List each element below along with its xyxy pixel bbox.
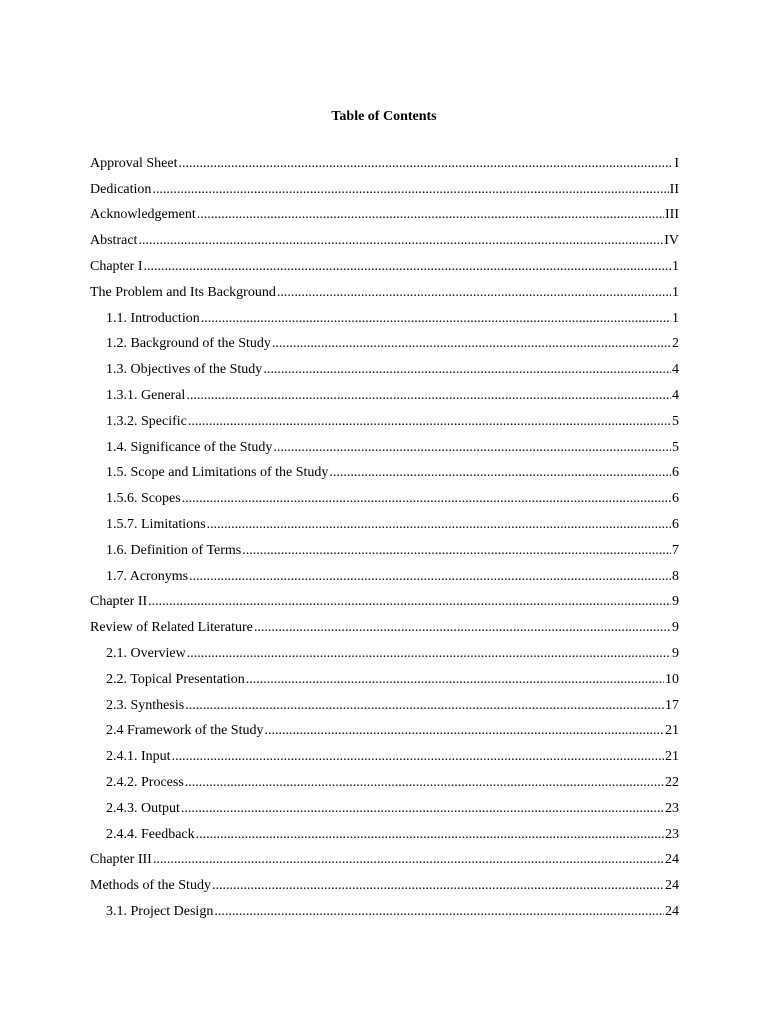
dot-leader	[242, 542, 671, 560]
toc-entry-page-number: 17	[665, 697, 679, 713]
dot-leader	[264, 722, 664, 740]
toc-entry-label: Chapter I	[90, 259, 143, 275]
page-title: Table of Contents	[331, 109, 437, 124]
toc-entry-page-number: 1	[672, 259, 679, 275]
toc-entry-label: 1.5.6. Scopes	[106, 491, 181, 507]
toc-entry	[90, 719, 679, 745]
toc-entry-page-number: 24	[665, 904, 679, 919]
dot-leader	[329, 464, 671, 482]
dot-leader	[185, 697, 664, 715]
toc-entry-label: 1.3. Objectives of the Study	[106, 362, 263, 378]
dot-leader	[272, 335, 671, 353]
dot-leader	[152, 181, 668, 199]
dot-leader	[201, 310, 671, 328]
toc-entry-page-number: 6	[672, 517, 679, 533]
toc-entry-page-number: III	[665, 207, 679, 223]
toc-entry	[90, 848, 679, 874]
toc-entry-label: 2.4.1. Input	[106, 749, 171, 765]
dot-leader	[246, 671, 664, 689]
toc-entry-page-number: 9	[672, 594, 679, 610]
toc-entry-label: 2.3. Synthesis	[106, 697, 185, 713]
toc-entry-label: 1.2. Background of the Study	[106, 336, 271, 352]
toc-entry	[90, 461, 679, 487]
toc-entry-page-number: 9	[672, 620, 679, 636]
toc-entry-page-number: 6	[672, 491, 679, 507]
toc-entry-label: The Problem and Its Background	[90, 284, 276, 300]
dot-leader	[214, 903, 664, 921]
toc-entry	[90, 667, 679, 693]
dot-leader	[207, 516, 671, 534]
dot-leader	[153, 851, 664, 869]
toc-entry-page-number: II	[669, 181, 679, 197]
toc-entry-page-number: IV	[664, 233, 679, 249]
dot-leader	[148, 593, 671, 611]
toc-entry-label: 1.3.2. Specific	[106, 413, 187, 429]
toc-entry	[90, 693, 679, 719]
dot-leader	[188, 413, 671, 431]
toc-entry-label: Chapter II	[90, 594, 148, 610]
toc-entry-page-number: I	[674, 155, 679, 171]
toc-entry	[90, 151, 679, 177]
toc-entry-page-number: 23	[665, 826, 679, 842]
toc-entry-label: 2.1. Overview	[106, 646, 186, 662]
dot-leader	[182, 490, 671, 508]
toc-entry	[90, 770, 679, 796]
toc-entry-page-number: 6	[672, 465, 679, 481]
toc-entry-label: Abstract	[90, 233, 138, 249]
toc-entry-label: 2.2. Topical Presentation	[106, 671, 245, 687]
toc-entry	[90, 590, 679, 616]
toc-entry-label: Review of Related Literature	[90, 620, 253, 636]
toc-entry	[90, 228, 679, 254]
toc-entry-label: Chapter III	[90, 852, 152, 868]
toc-entry-page-number: 21	[665, 749, 679, 765]
toc-entry-page-number: 1	[672, 284, 679, 300]
toc-entry	[90, 641, 679, 667]
toc-entry-page-number: 1	[672, 310, 679, 326]
toc-entry	[90, 899, 679, 925]
toc-entry-page-number: 4	[672, 388, 679, 404]
toc-entry-page-number: 8	[672, 568, 679, 584]
dot-leader	[196, 826, 664, 844]
toc-entry	[90, 383, 679, 409]
toc-entry-label: 2.4 Framework of the Study	[106, 723, 264, 739]
toc-entry	[90, 486, 679, 512]
dot-leader	[186, 387, 671, 405]
toc-entry	[90, 357, 679, 383]
toc-entry-label: Dedication	[90, 181, 152, 197]
dot-leader	[277, 284, 671, 302]
toc-entry-page-number: 22	[665, 775, 679, 791]
toc-entry-page-number: 24	[665, 878, 679, 894]
toc-entry	[90, 615, 679, 641]
toc-entry-page-number: 5	[672, 413, 679, 429]
dot-leader	[263, 361, 671, 379]
toc-entry	[90, 332, 679, 358]
toc-entry	[90, 435, 679, 461]
toc-entry-label: 2.4.2. Process	[106, 775, 184, 791]
dot-leader	[172, 748, 664, 766]
dot-leader	[178, 155, 673, 173]
toc-entry-page-number: 9	[672, 646, 679, 662]
dot-leader	[273, 439, 671, 457]
toc-entry-label: 1.3.1. General	[106, 388, 186, 404]
toc-entry	[90, 538, 679, 564]
toc-entry	[90, 409, 679, 435]
toc-entry-page-number: 5	[672, 439, 679, 455]
toc-entry	[90, 280, 679, 306]
dot-leader	[187, 645, 671, 663]
toc-entry	[90, 822, 679, 848]
dot-leader	[138, 232, 663, 250]
toc-list	[90, 151, 679, 925]
toc-entry-label: 1.4. Significance of the Study	[106, 439, 273, 455]
dot-leader	[143, 258, 671, 276]
toc-entry-page-number: 4	[672, 362, 679, 378]
toc-entry	[90, 254, 679, 280]
toc-entry-label: 1.5. Scope and Limitations of the Study	[106, 465, 329, 481]
toc-entry-label: 1.7. Acronyms	[106, 568, 189, 584]
toc-entry	[90, 306, 679, 332]
toc-entry	[90, 744, 679, 770]
toc-entry-label: 3.1. Project Design	[106, 904, 214, 919]
dot-leader	[254, 619, 671, 637]
toc-entry	[90, 796, 679, 822]
toc-entry-label: Acknowledgement	[90, 207, 196, 223]
dot-leader	[181, 800, 664, 818]
toc-entry-label: 1.5.7. Limitations	[106, 517, 206, 533]
toc-entry-page-number: 24	[665, 852, 679, 868]
toc-entry-label: Approval Sheet	[90, 155, 178, 171]
toc-entry	[90, 177, 679, 203]
toc-entry	[90, 873, 679, 899]
dot-leader	[185, 774, 664, 792]
toc-entry-page-number: 10	[665, 671, 679, 687]
toc-entry-label: 1.1. Introduction	[106, 310, 200, 326]
toc-entry	[90, 564, 679, 590]
toc-entry-page-number: 2	[672, 336, 679, 352]
toc-entry-label: 2.4.4. Feedback	[106, 826, 195, 842]
toc-entry	[90, 512, 679, 538]
toc-entry-page-number: 21	[665, 723, 679, 739]
toc-entry-label: 1.6. Definition of Terms	[106, 542, 242, 558]
dot-leader	[189, 568, 671, 586]
dot-leader	[197, 206, 664, 224]
toc-entry-label: 2.4.3. Output	[106, 800, 180, 816]
toc-entry	[90, 203, 679, 229]
toc-entry-page-number: 7	[672, 542, 679, 558]
toc-entry-page-number: 23	[665, 800, 679, 816]
toc-entry-label: Methods of the Study	[90, 878, 211, 894]
dot-leader	[212, 877, 664, 895]
